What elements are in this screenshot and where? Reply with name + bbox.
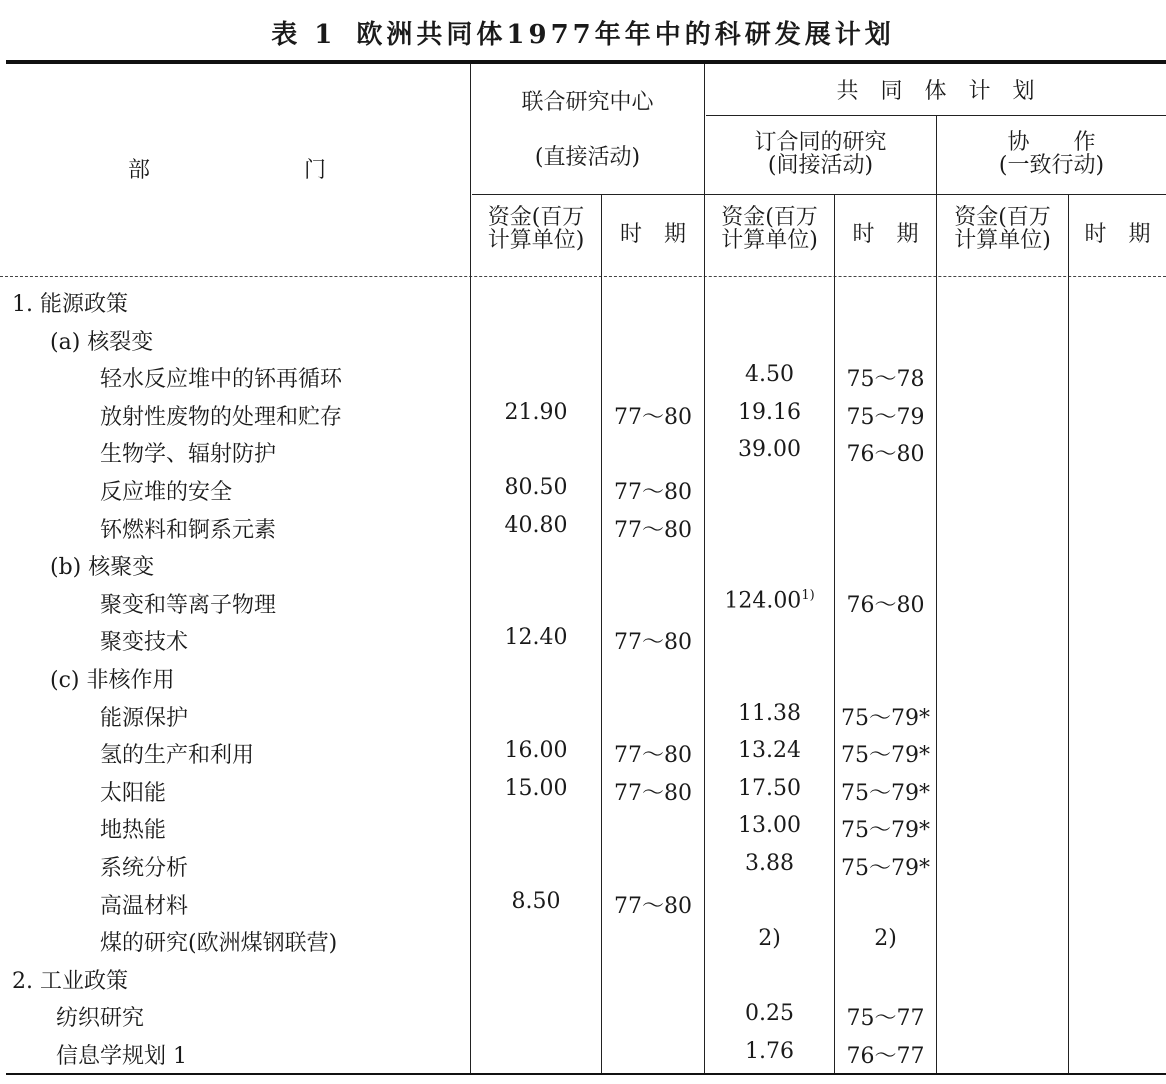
header-jrc-funds-2: 计算单位) xyxy=(487,228,585,253)
row-label: 反应堆的安全 xyxy=(100,480,233,505)
cell-value: 77～80 xyxy=(614,893,692,919)
cell-value: 80.50 xyxy=(504,475,568,500)
table-row xyxy=(0,697,1166,734)
header-contract: 订合同的研究 xyxy=(754,130,887,155)
table-row xyxy=(0,621,1166,658)
header-ind-funds-1: 资金(百万 xyxy=(721,205,818,230)
table-title xyxy=(0,14,1166,51)
cell-indirect-period xyxy=(835,738,936,769)
cell-indirect-period xyxy=(835,400,936,431)
cell-value: 17.50 xyxy=(738,775,801,801)
cell-jrc-period xyxy=(602,776,704,807)
row-label: 生物学、辐射防护 xyxy=(100,442,277,468)
cell-value: 76～80 xyxy=(846,592,925,618)
cell-value: 8.50 xyxy=(511,888,561,914)
table-caption: 欧洲共同体1977年年中的科研发展计划 xyxy=(356,20,895,50)
cell-value: 40.80 xyxy=(504,512,568,538)
cell-value: 2) xyxy=(758,926,781,952)
cell-jrc-funds xyxy=(471,738,601,763)
cell-indirect-period xyxy=(835,437,936,468)
cell-value: 13.24 xyxy=(738,738,801,764)
table-row xyxy=(0,433,1166,470)
cell-value: 75～79* xyxy=(841,856,930,881)
cell-value: 75～78 xyxy=(846,367,925,393)
cell-indirect-period xyxy=(835,701,936,732)
cell-value: 75～79* xyxy=(841,780,930,806)
header-contract-sub: (间接活动) xyxy=(767,153,874,178)
cell-value: 77～80 xyxy=(614,517,692,543)
table-row xyxy=(0,283,1166,320)
table-number: 表 1 xyxy=(271,20,337,50)
cell-value: 11.38 xyxy=(738,700,801,726)
row-label: (b) 核聚变 xyxy=(50,555,155,581)
row-label: 煤的研究(欧洲煤钢联营) xyxy=(100,931,338,957)
cell-indirect-funds xyxy=(705,400,834,425)
cell-jrc-funds xyxy=(471,400,601,425)
cell-value: 75～79* xyxy=(841,818,930,844)
table-row xyxy=(0,546,1166,583)
cell-value: 12.40 xyxy=(504,625,568,651)
table-row xyxy=(0,659,1166,696)
cell-indirect-period xyxy=(835,1039,936,1070)
cell-value: 3.88 xyxy=(745,851,794,876)
row-label: 氢的生产和利用 xyxy=(100,743,255,769)
cell-jrc-funds xyxy=(471,625,601,650)
cell-value: 75～79* xyxy=(841,705,930,731)
cell-indirect-funds xyxy=(705,738,834,763)
header-coop-sub: (一致行动) xyxy=(998,153,1105,178)
header-jrc-funds-1: 资金(百万 xyxy=(487,205,585,230)
cell-indirect-funds xyxy=(705,701,834,726)
footnote-marker: 1) xyxy=(801,587,815,603)
cell-indirect-period xyxy=(835,1001,936,1032)
header-coop-funds-1: 资金(百万 xyxy=(954,205,1051,230)
header-divider-subcols xyxy=(472,194,1166,195)
cell-indirect-period xyxy=(835,813,936,844)
cell-value: 77～80 xyxy=(614,404,692,430)
cell-value: 16.00 xyxy=(504,738,568,764)
cell-value: 77～80 xyxy=(614,743,692,769)
header-jrc-sub: (直接活动) xyxy=(534,145,641,170)
table-row xyxy=(0,321,1166,358)
cell-indirect-funds xyxy=(705,813,834,838)
cell-value: 0.25 xyxy=(745,1001,794,1027)
row-label: 系统分析 xyxy=(100,856,189,881)
cell-value: 15.00 xyxy=(504,775,568,801)
cell-value: 2) xyxy=(874,926,897,952)
table-row xyxy=(0,584,1166,621)
row-label: 1. 能源政策 xyxy=(12,292,128,317)
row-label: 2. 工业政策 xyxy=(12,968,128,994)
cell-jrc-funds xyxy=(471,889,601,914)
table-row xyxy=(0,847,1166,884)
cell-indirect-funds xyxy=(705,851,834,876)
cell-indirect-period xyxy=(835,362,936,393)
cell-jrc-period xyxy=(602,513,704,544)
cell-indirect-funds xyxy=(705,1001,834,1026)
bottom-rule xyxy=(6,1073,1166,1075)
row-label: 信息学规划 1 xyxy=(56,1044,187,1069)
cell-jrc-period xyxy=(602,475,704,506)
row-label: 纺织研究 xyxy=(56,1006,145,1032)
table-row xyxy=(0,358,1166,395)
cell-value: 76～80 xyxy=(846,442,925,468)
cell-value: 77～80 xyxy=(614,780,692,806)
row-label: 轻水反应堆中的钚再循环 xyxy=(100,367,343,393)
header-coop: 协 作 xyxy=(1007,130,1096,155)
cell-value: 75～77 xyxy=(846,1006,925,1032)
row-label: (a) 核裂变 xyxy=(50,329,154,355)
table-row xyxy=(0,471,1166,508)
header-coop-period: 时 期 xyxy=(1084,222,1151,247)
cell-indirect-funds xyxy=(705,588,834,613)
cell-indirect-funds xyxy=(705,362,834,387)
cell-value: 13.00 xyxy=(738,813,801,839)
table-row xyxy=(0,997,1166,1034)
table-row xyxy=(0,885,1166,922)
header-jrc: 联合研究中心 xyxy=(521,90,654,115)
header-jrc-period: 时 期 xyxy=(619,222,686,247)
header-coop-funds-2: 计算单位) xyxy=(954,228,1051,253)
cell-value: 124.00 xyxy=(724,588,802,614)
row-label: (c) 非核作用 xyxy=(50,668,175,693)
cell-value: 75～79 xyxy=(846,404,925,430)
cell-indirect-period xyxy=(835,926,936,951)
cell-jrc-period xyxy=(602,889,704,920)
table-row xyxy=(0,734,1166,771)
cell-jrc-period xyxy=(602,625,704,656)
row-label: 能源保护 xyxy=(100,705,189,731)
top-rule xyxy=(6,60,1166,64)
table-row xyxy=(0,1035,1166,1072)
row-label: 高温材料 xyxy=(100,893,189,919)
cell-indirect-funds xyxy=(705,926,834,951)
cell-value: 77～80 xyxy=(614,630,692,656)
row-label: 放射性废物的处理和贮存 xyxy=(100,404,343,430)
cell-indirect-period xyxy=(835,588,936,619)
cell-value: 39.00 xyxy=(738,437,801,463)
header-ind-funds-2: 计算单位) xyxy=(721,228,818,253)
cell-jrc-period xyxy=(602,738,704,769)
cell-value: 77～80 xyxy=(614,480,692,505)
cell-jrc-funds xyxy=(471,513,601,538)
cell-value: 75～79* xyxy=(841,743,930,769)
cell-jrc-funds xyxy=(471,776,601,801)
cell-indirect-funds xyxy=(705,776,834,801)
cell-value: 4.50 xyxy=(745,362,794,388)
cell-jrc-period xyxy=(602,400,704,431)
cell-indirect-funds xyxy=(705,437,834,462)
cell-jrc-funds xyxy=(471,475,601,500)
cell-indirect-funds xyxy=(705,1039,834,1064)
cell-indirect-period xyxy=(835,851,936,882)
cell-value: 1.76 xyxy=(745,1039,794,1064)
header-community: 共 同 体 计 划 xyxy=(836,79,1035,104)
table-row xyxy=(0,809,1166,846)
header-department: 部 门 xyxy=(128,158,327,183)
cell-value: 21.90 xyxy=(504,399,568,425)
header-bottom-rule xyxy=(0,276,1166,277)
cell-indirect-period xyxy=(835,776,936,807)
table-row xyxy=(0,922,1166,959)
row-label: 聚变技术 xyxy=(100,630,189,656)
table-row xyxy=(0,396,1166,433)
row-label: 聚变和等离子物理 xyxy=(100,592,277,618)
cell-value: 19.16 xyxy=(738,399,801,425)
row-label: 太阳能 xyxy=(100,780,167,806)
row-label: 钚燃料和锕系元素 xyxy=(100,517,277,543)
table-row xyxy=(0,772,1166,809)
cell-value: 76～77 xyxy=(846,1044,925,1069)
table-row xyxy=(0,509,1166,546)
table-row xyxy=(0,960,1166,997)
row-label: 地热能 xyxy=(100,818,167,844)
header-ind-period: 时 期 xyxy=(852,222,919,247)
